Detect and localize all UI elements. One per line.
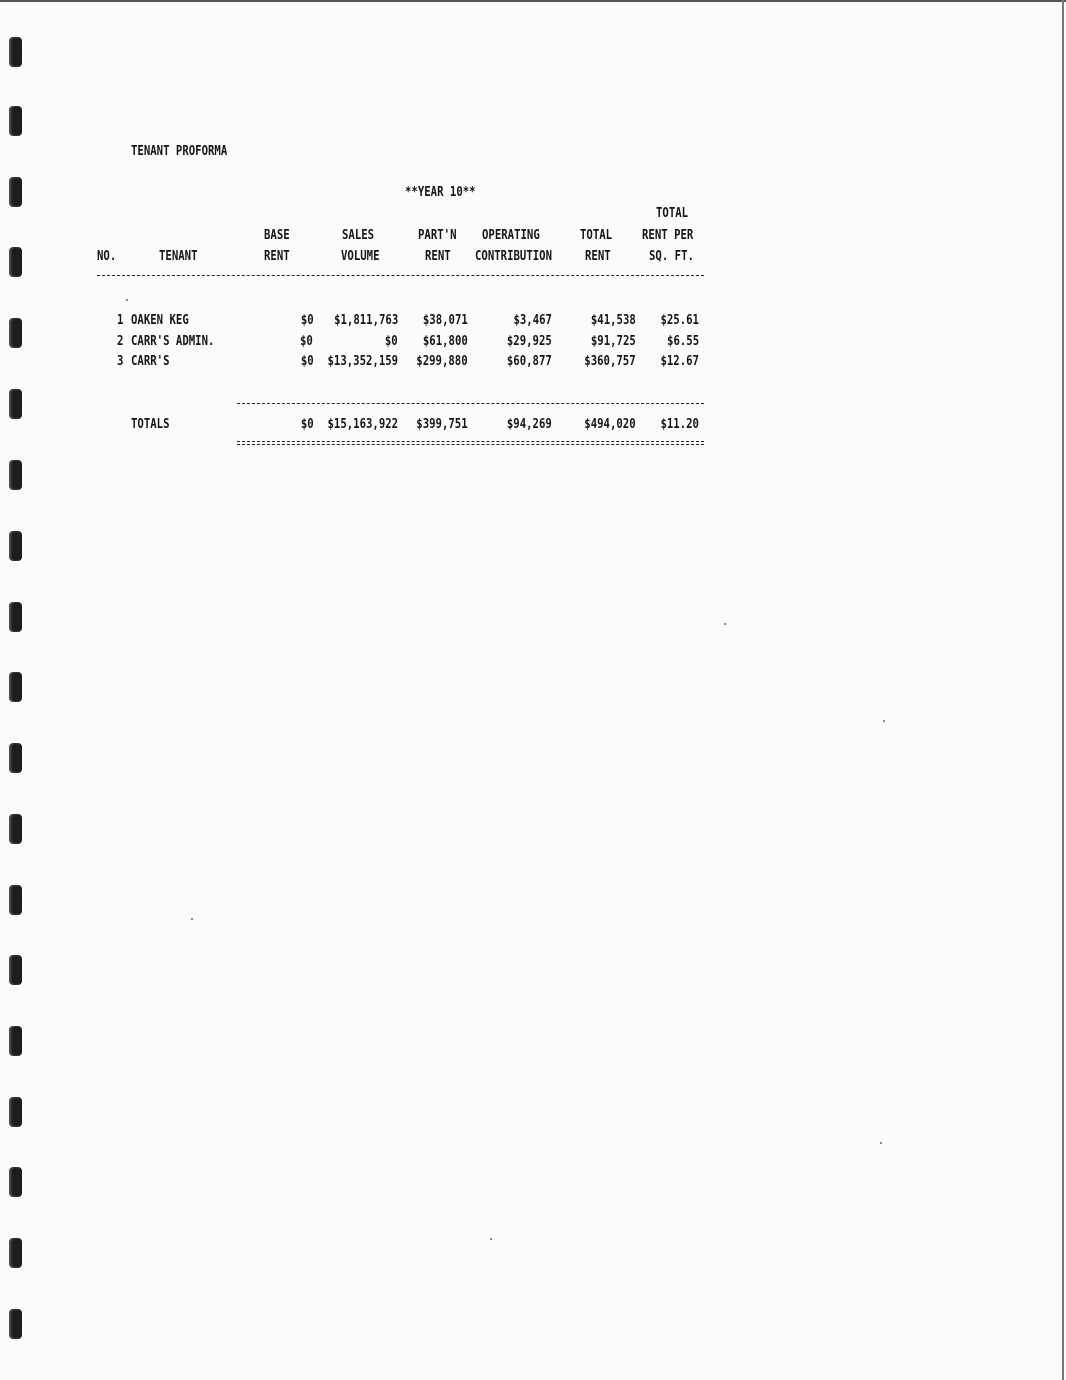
totals-double-rule [237, 441, 704, 445]
binder-hole [9, 1097, 22, 1127]
header-operating-line1: OPERATING [482, 228, 540, 243]
binder-hole [9, 389, 22, 419]
row-total-rent: $360,757 [584, 354, 636, 369]
row-tenant: CARR'S ADMIN. [131, 334, 215, 349]
binder-hole [9, 318, 22, 348]
scan-speck [883, 720, 885, 722]
binder-hole [9, 460, 22, 490]
page-right-edge [1062, 0, 1064, 1380]
binder-hole [9, 602, 22, 632]
row-total-rent: $91,725 [591, 334, 636, 349]
row-no: 3 [117, 354, 124, 369]
header-rent-per-sqft-line3: SQ. FT. [649, 249, 694, 264]
binder-hole [9, 177, 22, 207]
row-no: 1 [117, 313, 124, 328]
totals-partn-rent: $399,751 [416, 417, 468, 432]
header-operating-line2: CONTRIBUTION [475, 249, 553, 264]
header-rent-per-sqft-line1: TOTAL [656, 206, 689, 221]
scan-speck [490, 1238, 492, 1240]
binder-hole [9, 37, 22, 67]
binder-hole [9, 1167, 22, 1197]
row-rent-per-sqft: $25.61 [660, 313, 699, 328]
row-base-rent: $0 [301, 313, 314, 328]
row-partn-rent: $61,800 [423, 334, 468, 349]
row-tenant: OAKEN KEG [131, 313, 189, 328]
row-operating: $60,877 [507, 354, 552, 369]
row-sales-volume: $0 [385, 334, 398, 349]
binder-hole [9, 885, 22, 915]
header-base-rent-line1: BASE [264, 228, 290, 243]
header-base-rent-line2: RENT [264, 249, 290, 264]
totals-label: TOTALS [131, 417, 170, 432]
scan-speck [880, 1142, 882, 1144]
year-label: **YEAR 10** [405, 185, 476, 200]
header-no: NO. [97, 249, 117, 264]
row-tenant: CARR'S [131, 354, 170, 369]
row-sales-volume: $13,352,159 [327, 354, 398, 369]
header-rent-per-sqft-line2: RENT PER [642, 228, 694, 243]
row-no: 2 [117, 334, 124, 349]
header-total-rent-line1: TOTAL [580, 228, 613, 243]
header-sales-volume-line1: SALES [342, 228, 375, 243]
row-rent-per-sqft: $12.67 [660, 354, 699, 369]
header-partn-rent-line1: PART'N [418, 228, 457, 243]
scan-speck [126, 299, 128, 301]
header-sales-volume-line2: VOLUME [341, 249, 380, 264]
row-operating: $3,467 [513, 313, 552, 328]
totals-divider [237, 403, 704, 404]
header-partn-rent-line2: RENT [425, 249, 451, 264]
binder-hole [9, 672, 22, 702]
document-title: TENANT PROFORMA [131, 144, 228, 159]
binder-hole [9, 1026, 22, 1056]
scan-speck [191, 918, 193, 920]
row-partn-rent: $38,071 [423, 313, 468, 328]
totals-operating: $94,269 [507, 417, 552, 432]
header-divider [97, 275, 704, 276]
binder-hole [9, 247, 22, 277]
binder-hole [9, 1238, 22, 1268]
binder-hole [9, 106, 22, 136]
binder-holes [0, 0, 40, 1380]
binder-hole [9, 955, 22, 985]
row-total-rent: $41,538 [591, 313, 636, 328]
row-rent-per-sqft: $6.55 [666, 334, 699, 349]
row-base-rent: $0 [300, 334, 313, 349]
totals-total-rent: $494,020 [584, 417, 636, 432]
page-top-edge [0, 0, 1066, 2]
totals-sales-volume: $15,163,922 [327, 417, 398, 432]
binder-hole [9, 814, 22, 844]
totals-base-rent: $0 [301, 417, 314, 432]
binder-hole [9, 531, 22, 561]
row-sales-volume: $1,811,763 [333, 313, 398, 328]
header-total-rent-line2: RENT [585, 249, 611, 264]
binder-hole [9, 1309, 22, 1339]
totals-rent-per-sqft: $11.20 [660, 417, 699, 432]
row-operating: $29,925 [507, 334, 552, 349]
binder-hole [9, 743, 22, 773]
scan-speck [724, 623, 726, 625]
header-tenant: TENANT [159, 249, 198, 264]
row-base-rent: $0 [301, 354, 314, 369]
row-partn-rent: $299,880 [416, 354, 468, 369]
